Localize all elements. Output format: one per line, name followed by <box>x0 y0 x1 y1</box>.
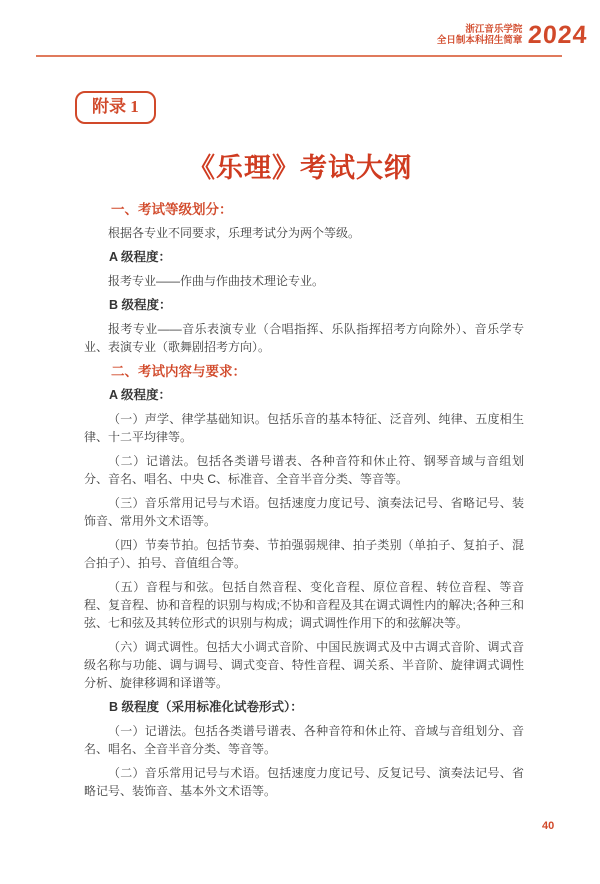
sub-heading: A 级程度： <box>109 250 172 264</box>
document-body <box>84 200 524 806</box>
paragraph: （二）记谱法。包括各类谱号谱表、各种音符和休止符、钢琴音域与音组划分、音名、唱名、中央 C、标准音、全音半音分类、等音等。 <box>84 454 524 486</box>
paragraph: 根据各专业不同要求，乐理考试分为两个等级。 <box>108 226 361 240</box>
sub-heading: A 级程度： <box>109 388 172 402</box>
header-divider <box>36 55 562 57</box>
appendix-badge: 附录 1 <box>75 91 156 124</box>
sub-heading: B 级程度： <box>109 298 172 312</box>
masthead <box>437 23 588 47</box>
paragraph: （一）记谱法。包括各类谱号谱表、各种音符和休止符、音域与音组划分、音名、唱名、全音半音分类、等音等。 <box>84 724 524 756</box>
paragraph: （一）声学、律学基础知识。包括乐音的基本特征、泛音列、纯律、五度相生律、十二平均律等。 <box>84 412 524 444</box>
masthead-text <box>437 24 523 47</box>
section-heading: 二、考试内容与要求： <box>111 364 246 379</box>
sub-heading: B 级程度（采用标准化试卷形式）： <box>109 700 303 714</box>
paragraph: （三）音乐常用记号与术语。包括速度力度记号、演奏法记号、省略记号、装饰音、常用外文术语等。 <box>84 496 524 528</box>
paragraph: （六）调式调性。包括大小调式音阶、中国民族调式及中古调式音阶、调式音级名称与功能、调与调号、调式变音、特性音程、调关系、半音阶、旋律调式调性分析、旋律移调和译谱等。 <box>84 640 524 690</box>
paragraph: （四）节奏节拍。包括节奏、节拍强弱规律、拍子类别（单拍子、复拍子、混合拍子）、拍号、音值组合等。 <box>84 538 524 570</box>
page-title: 《乐理》考试大纲 <box>188 153 412 183</box>
school-name: 浙江音乐学院 <box>465 23 523 35</box>
paragraph: 报考专业——作曲与作曲技术理论专业。 <box>108 274 325 288</box>
paragraph: （二）音乐常用记号与术语。包括速度力度记号、反复记号、演奏法记号、省略记号、装饰音、基本外文术语等。 <box>84 766 524 798</box>
brochure-title: 全日制本科招生简章 <box>436 35 523 46</box>
page-number: 40 <box>542 820 555 832</box>
paragraph: 报考专业——音乐表演专业（合唱指挥、乐队指挥招考方向除外）、音乐学专业、表演专业（歌舞剧招考方向）。 <box>84 322 524 354</box>
paragraph: （五）音程与和弦。包括自然音程、变化音程、原位音程、转位音程、等音程、复音程、协和音程的识别与构成;不协和音程及其在调式调性内的解决;各种三和弦、七和弦及其转位形式的识别与构成；调式调性作用下的和弦解决等。 <box>84 580 524 630</box>
year-logo: 2024 <box>527 21 589 49</box>
section-heading: 一、考试等级划分： <box>111 202 233 217</box>
